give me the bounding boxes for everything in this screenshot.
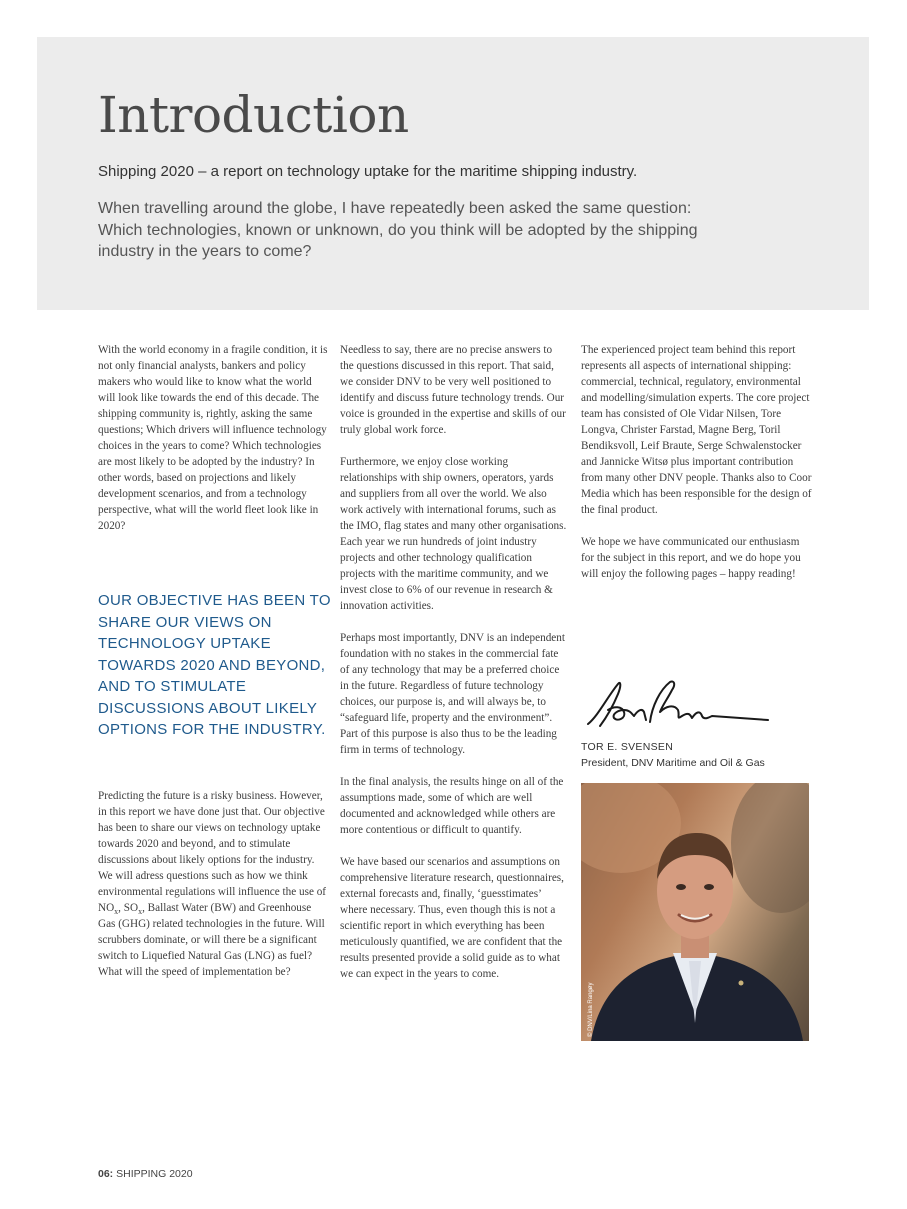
text-column-2 <box>340 342 568 998</box>
col1-p2-part-a: Predicting the future is a risky business. However, in this report we have done just that. Our objective has been to share our views on technology uptake towards 2020 and beyond, and to stimulate discussions about likely options for the industry. We will adress questions such as how we think environmental regulations will influence the use of NO <box>98 790 327 914</box>
text-column-1 <box>98 342 328 550</box>
col3-paragraph-1: The experienced project team behind this report represents all aspects of international shipping: commercial, technical, regulatory, environmental and modelling/simulation experts. The core project team has consisted of Ole Vidar Nilsen, Tore Longva, Christer Farstad, Magne Berg, Toril Bendiksvoll, Leif Braute, Serge Schwalenstocker and Jannicke Witsø plus important contribution from many other DNV people. Thanks also to Coor Media which has been responsible for the design of the final product. <box>581 344 812 516</box>
signatory-title: President, DNV Maritime and Oil & Gas <box>581 757 765 769</box>
page-number: 06: <box>98 1168 114 1180</box>
col2-paragraph-2: Furthermore, we enjoy close working relationships with ship owners, operators, yards and suppliers from all over the world. We also work actively with international forums, such as the IMO, flag states and many other organisations. Each year we run hundreds of joint industry projects and other technology qualification projects with the maritime community, and we invest close to 6% of our revenue in research & innovation activities. <box>340 456 567 612</box>
portrait-photo <box>581 783 809 1041</box>
col1-p2-part-b: , SO <box>118 902 139 914</box>
page-subtitle: Shipping 2020 – a report on technology uptake for the maritime shipping industry. <box>98 163 638 180</box>
signatory-name: TOR E. SVENSEN <box>581 741 674 753</box>
col1-paragraph-2 <box>98 788 330 980</box>
photo-credit: © DNV/Lina Rangøy <box>588 982 594 1037</box>
col2-paragraph-3: Perhaps most importantly, DNV is an independent foundation with no stakes in the commercial fate of any technology that may be a preferred choice in the future. Regardless of future technology choices, our purpose is, and will always be, to “safeguard life, property and the environment”. Part of this purpose is also thus to be the leading firm in terms of technology. <box>340 632 565 756</box>
text-column-1-lower <box>98 788 330 996</box>
col2-paragraph-1: Needless to say, there are no precise answers to the questions discussed in this report. That said, we consider DNV to be very well positioned to identify and discuss future technology trends. Our voice is grounded in the expertise and skills of our truly global work force. <box>340 344 566 436</box>
portrait-illustration <box>581 783 809 1041</box>
nox-subscript: x <box>114 907 119 917</box>
col2-paragraph-5: We have based our scenarios and assumptions on comprehensive literature research, questionnaires, external forecasts and, finally, ‘guesstimates’ where necessary. Thus, even though this is not a scientific report in which everything has been meticulously quantified, we are confident that the results presented provide a solid guide as to what we can expect in the years to come. <box>340 856 564 980</box>
text-column-3 <box>581 342 813 598</box>
col1-paragraph-1: With the world economy in a fragile condition, it is not only financial analysts, bankers and policy makers who would like to know what the world will look like towards the end of this decade. The shipping community is, rightly, asking the same questions; Which drivers will influence technology choices in the years to come? Which technologies are most likely to be adopted by the industry? In other words, based on projections and likely development scenarios, and from a technology perspective, what will the world fleet look like in 2020? <box>98 344 328 532</box>
col1-p2-part-c: , Ballast Water (BW) and Greenhouse Gas (GHG) related technologies in the future. Will scrubbers dominate, or will there be a significant switch to Liquefied Natural Gas (LNG) as fuel? What will the speed of implementation be? <box>98 902 325 978</box>
page-title: Introduction <box>98 86 409 144</box>
handwritten-signature <box>578 676 778 736</box>
col2-paragraph-4: In the final analysis, the results hinge on all of the assumptions made, some of which are well documented and acknowledged while others are more contentious or difficult to quantify. <box>340 776 564 836</box>
lead-paragraph: When travelling around the globe, I have repeatedly been asked the same question: Which technologies, known or unknown, do you think will be adopted by the shipping industry in the years to come? <box>98 200 698 260</box>
page-footer <box>98 1168 193 1180</box>
pull-quote: OUR OBJECTIVE HAS BEEN TO SHARE OUR VIEWS ON TECHNOLOGY UPTAKE TOWARDS 2020 AND BEYOND, AND TO STIMULATE DISCUSSIONS ABOUT LIKELY OPTIONS FOR THE INDUSTRY. <box>98 592 331 738</box>
col3-paragraph-2: We hope we have communicated our enthusiasm for the subject in this report, and we do hope you will enjoy the following pages – happy reading! <box>581 536 801 580</box>
publication-name: SHIPPING 2020 <box>116 1168 193 1180</box>
sox-subscript: x <box>138 907 143 917</box>
